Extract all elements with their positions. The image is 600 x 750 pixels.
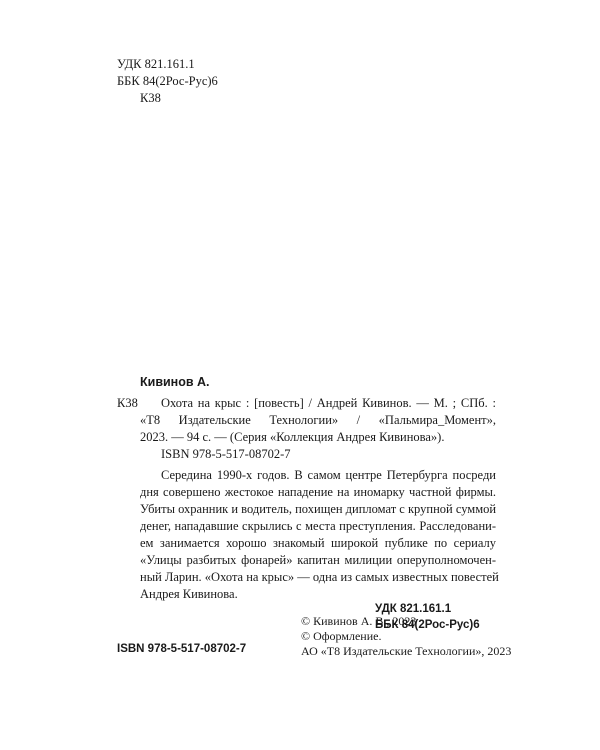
annotation-first: [161, 467, 496, 484]
description-line: Охота на крыс : [повесть] / Андрей Кивинов. — М. ; СПб. :: [161, 396, 496, 410]
bibliographic-description-cont: [140, 412, 496, 446]
annotation-line: «Улицы разбитых фонарей» капитан милиции оперуполномочен-: [140, 553, 496, 567]
annotation: [140, 484, 499, 603]
udk-code-top: УДК 821.161.1: [117, 57, 195, 71]
isbn-record: ISBN 978-5-517-08702-7: [161, 447, 291, 461]
annotation-line: ем занимается хорошо знакомый широкой публике по сериалу: [140, 536, 496, 550]
annotation-line: дня совершено жестокое нападение на иномарку частной фирмы.: [140, 485, 496, 499]
annotation-line: Андрея Кивинова.: [140, 587, 238, 601]
author-heading: Кивинов А.: [140, 375, 210, 389]
annotation-line: Убиты охранник и водитель, похищен дипломат с крупной суммой: [140, 502, 497, 516]
annotation-line: ный Ларин. «Охота на крыс» — одна из самых известных повестей: [140, 570, 499, 584]
author-mark: К38: [117, 396, 138, 410]
description-line: «Т8 Издательские Технологии» / «Пальмира_Момент»,: [140, 413, 496, 427]
copyright-author: © Кивинов А. В., 2023: [301, 614, 417, 628]
bbk-code-top: ББК 84(2Рос-Рус)6: [117, 74, 218, 88]
author-mark-top: К38: [140, 91, 161, 105]
annotation-line: денег, нападавшие скрылись с места преступления. Расследовани-: [140, 519, 496, 533]
annotation-line: Середина 1990-х годов. В самом центре Петербурга посреди: [161, 468, 496, 482]
udk-code-bottom: УДК 821.161.1: [375, 603, 452, 615]
isbn-footer: ISBN 978-5-517-08702-7: [117, 643, 247, 655]
bbk-code-bottom: ББК 84(2Рос-Рус)6: [375, 619, 480, 631]
copyright-publisher: АО «Т8 Издательские Технологии», 2023: [301, 644, 512, 658]
copyright-design: © Оформление.: [301, 629, 382, 643]
description-line: 2023. — 94 с. — (Серия «Коллекция Андрея Кивинова»).: [140, 430, 445, 444]
bibliographic-description: [161, 395, 496, 412]
